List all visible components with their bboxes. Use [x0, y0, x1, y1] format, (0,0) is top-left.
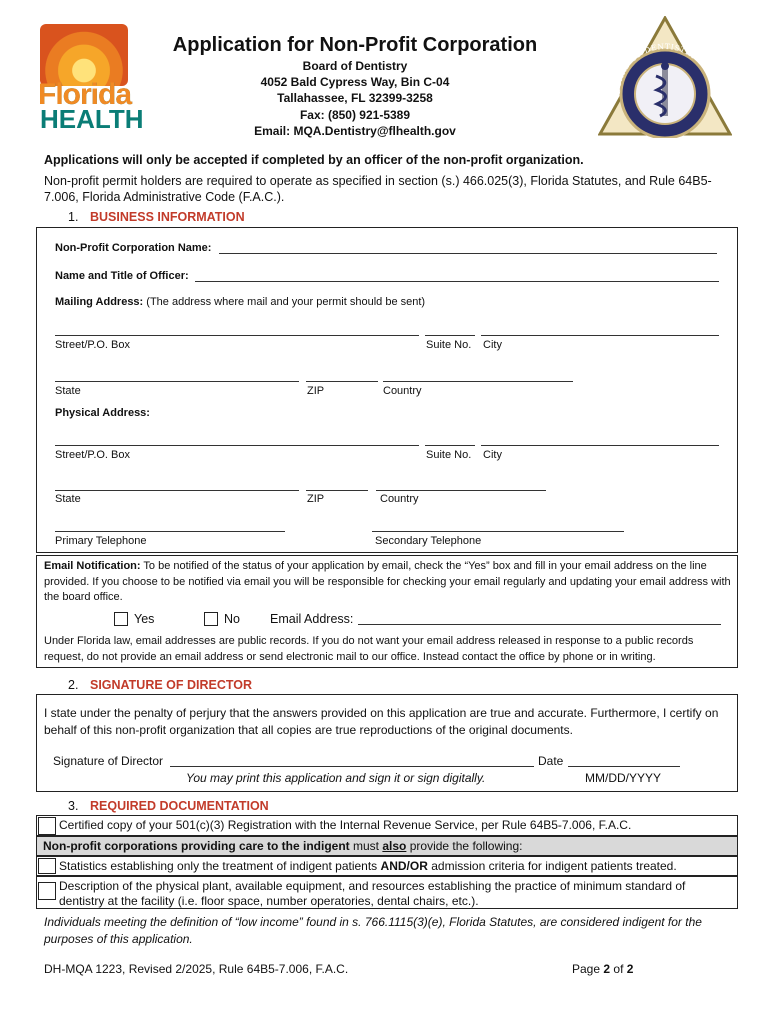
section-number: 1.: [68, 210, 79, 224]
mailing-street-field[interactable]: [55, 335, 419, 336]
email-notification-label: Email Notification:: [44, 560, 141, 572]
page-indicator: [572, 962, 633, 976]
email-no-checkbox[interactable]: [204, 612, 218, 626]
corp-name-label: Non-Profit Corporation Name:: [55, 242, 212, 254]
secondary-telephone-label: Secondary Telephone: [375, 535, 482, 547]
address-line: Board of Dentistry: [302, 59, 408, 73]
address-line: Tallahassee, FL 32399-3258: [277, 91, 433, 106]
secondary-telephone-field[interactable]: [372, 531, 624, 532]
date-field[interactable]: [568, 766, 680, 767]
doc-physical-plant-text: Description of the physical plant, available equipment, and resources establishing the practice of minimum standard of dentistry at the facility (i.e. floor space, number operatories, dental chairs, etc.).: [59, 879, 686, 908]
suite-label: Suite No.: [426, 449, 472, 461]
florida-health-logo: [38, 24, 144, 134]
mailing-state-field[interactable]: [55, 381, 299, 382]
email-notification-body: To be notified of the status of your application by email, check the “Yes” box and fill in your email address on the line provided. If you choose to be notified via email you will be responsible for checking your email regularly and updating your email address with the board office.: [44, 560, 731, 603]
indigent-also: also: [382, 839, 407, 853]
country-label: Country: [380, 493, 419, 505]
mailing-address-note: (The address where mail and your permit should be sent): [146, 296, 426, 308]
indigent-must: must: [353, 839, 380, 853]
board-address: [140, 58, 570, 139]
officer-requirement-notice: Applications will only be accepted if completed by an officer of the non-profit organization.: [44, 153, 584, 167]
doc-501c3-checkbox[interactable]: [38, 817, 56, 835]
physical-city-field[interactable]: [481, 445, 719, 446]
corp-name-field[interactable]: [219, 253, 717, 254]
mailing-zip-field[interactable]: [306, 381, 378, 382]
page-total: 2: [626, 962, 634, 976]
physical-country-field[interactable]: [376, 490, 546, 491]
page-number: 2: [603, 962, 611, 976]
perjury-statement: I state under the penalty of perjury that the answers provided on this application are true and accurate. Furthermore, I certify on behalf of this non-profit organization that all copies are true reproductions of the original documents.: [44, 706, 719, 737]
section-number: 2.: [68, 678, 79, 692]
form-identifier: DH-MQA 1223, Revised 2/2025, Rule 64B5-7.006, F.A.C.: [44, 962, 349, 976]
mailing-suite-field[interactable]: [425, 335, 475, 336]
page-word: Page: [572, 962, 601, 976]
doc-statistics-checkbox[interactable]: [38, 858, 56, 874]
physical-zip-field[interactable]: [306, 490, 368, 491]
section-2-heading: [68, 678, 252, 692]
doc-row-physical-plant: [36, 876, 738, 909]
city-label: City: [483, 339, 502, 351]
section-3-heading: [68, 799, 269, 813]
zip-label: ZIP: [307, 493, 325, 505]
email-address-label: Email Address:: [270, 612, 354, 626]
officer-name-field[interactable]: [195, 281, 719, 282]
indigent-heading-bold: Non-profit corporations providing care to the indigent: [43, 839, 350, 853]
email-yes-checkbox[interactable]: [114, 612, 128, 626]
indigent-rest: provide the following:: [409, 839, 523, 853]
country-label: Country: [383, 385, 422, 397]
city-label: City: [483, 449, 502, 461]
section-title: REQUIRED DOCUMENTATION: [90, 799, 269, 813]
page-title: Application for Non-Profit Corporation: [172, 34, 538, 56]
doc-statistics-a: Statistics establishing only the treatment of indigent patients: [59, 859, 378, 873]
low-income-footnote: Individuals meeting the definition of “low income” found in s. 766.1115(3)(e), Florida Statutes, are considered indigent for the purposes of this application.: [44, 915, 702, 946]
sunburst-graphic: [40, 24, 128, 86]
statute-notice: Non-profit permit holders are required to operate as specified in section (s.) 466.025(3), Florida Statutes, and Rule 64B5-7.006, Florida Administrative Code (F.A.C.).: [44, 174, 712, 204]
mailing-address-label: Mailing Address:: [55, 296, 144, 308]
logo-text-health: HEALTH: [40, 104, 144, 134]
state-label: State: [55, 493, 81, 505]
doc-row-statistics: [36, 856, 738, 876]
doc-statistics-andor: AND/OR: [380, 859, 428, 873]
street-label: Street/P.O. Box: [55, 339, 131, 351]
doc-physical-plant-checkbox[interactable]: [38, 882, 56, 900]
email-notification-text: [44, 559, 732, 606]
mailing-country-field[interactable]: [383, 381, 573, 382]
section-title: SIGNATURE OF DIRECTOR: [90, 678, 253, 692]
mailing-city-field[interactable]: [481, 335, 719, 336]
date-format-hint: MM/DD/YYYY: [585, 771, 662, 785]
public-records-notice: Under Florida law, email addresses are public records. If you do not want your email address released in response to a public records request, do not provide an email address or send electronic mail to our office. Instead contact the office by phone or in writing.: [44, 635, 694, 663]
physical-street-field[interactable]: [55, 445, 419, 446]
section-1-heading: [68, 210, 245, 224]
date-label: Date: [538, 754, 564, 768]
zip-label: ZIP: [307, 385, 325, 397]
doc-statistics-c: admission criteria for indigent patients treated.: [431, 859, 677, 873]
doc-501c3-text: Certified copy of your 501(c)(3) Registration with the Internal Revenue Service, per Rule 64B5-7.006, F.A.C.: [59, 818, 632, 832]
signature-label: Signature of Director: [53, 754, 164, 768]
primary-telephone-field[interactable]: [55, 531, 285, 532]
logo-text-florida: Florida: [38, 78, 132, 111]
of-word: of: [613, 962, 624, 976]
seal-text: BOARD OF DENTISTRY: [612, 41, 699, 95]
email-no-label: No: [224, 612, 240, 626]
signature-field[interactable]: [170, 766, 534, 767]
email-yes-label: Yes: [134, 612, 155, 626]
physical-suite-field[interactable]: [425, 445, 475, 446]
board-of-dentistry-seal: [598, 16, 732, 138]
address-line: 4052 Bald Cypress Way, Bin C-04: [260, 75, 450, 90]
suite-label: Suite No.: [426, 339, 472, 351]
indigent-heading: [43, 839, 729, 854]
officer-name-label: Name and Title of Officer:: [55, 270, 189, 282]
primary-telephone-label: Primary Telephone: [55, 535, 147, 547]
indigent-heading-row: [36, 836, 738, 856]
section-title: BUSINESS INFORMATION: [90, 210, 245, 224]
address-line: Email: MQA.Dentistry@flhealth.gov: [254, 123, 456, 138]
doc-row-501c3: [36, 815, 738, 836]
doc-statistics-text: [59, 859, 729, 874]
physical-address-label: Physical Address:: [55, 407, 150, 419]
section-number: 3.: [68, 799, 79, 813]
email-address-field[interactable]: [358, 624, 721, 625]
print-sign-note: You may print this application and sign it or sign digitally.: [186, 771, 486, 785]
mailing-address-heading: [55, 296, 425, 308]
physical-state-field[interactable]: [55, 490, 299, 491]
address-line: Fax: (850) 921-5389: [299, 107, 411, 122]
state-label: State: [55, 385, 81, 397]
street-label: Street/P.O. Box: [55, 449, 131, 461]
